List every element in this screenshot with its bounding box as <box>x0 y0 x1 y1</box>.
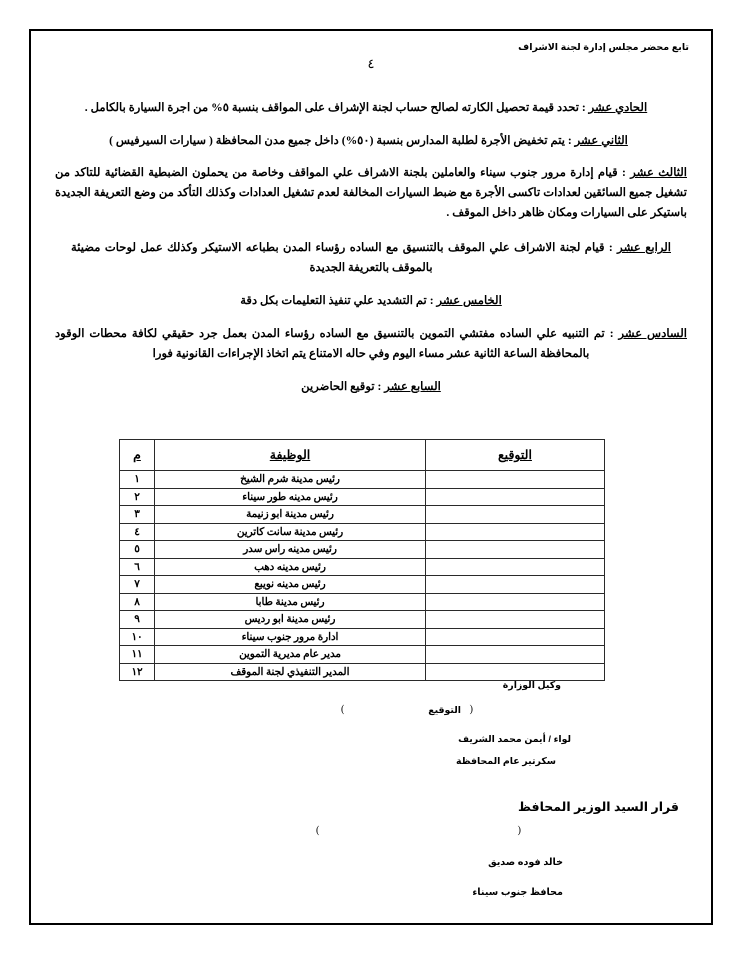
cell-number: ١٠ <box>120 628 155 646</box>
signature-paren-close: ) <box>341 704 345 715</box>
clause-text: تحدد قيمة تحصيل الكارته لصالح حساب لجنة الإشراف على المواقف بنسبة ٥% من اجرة السيارة بالكامل . <box>84 100 579 114</box>
deputy-label: وكيل الوزارة <box>502 679 561 690</box>
clause-ordinal: السادس عشر <box>618 327 687 341</box>
table-row <box>120 523 605 541</box>
decision-paren-close: ) <box>316 825 320 836</box>
cell-job: مدير عام مديرية التموين <box>155 646 426 664</box>
clause-separator: : <box>374 379 385 393</box>
column-header-number: م <box>120 440 155 471</box>
document-header <box>53 42 689 76</box>
cell-job: رئيس مدينه دهب <box>155 558 426 576</box>
clause-text: يتم تخفيض الأجرة لطلبة المدارس بنسبة (٥٠%) داخل جميع مدن المحافظة ( سيارات السيرفيس ) <box>109 133 565 147</box>
clause-separator: : <box>564 133 575 147</box>
clause-separator: : <box>604 241 618 255</box>
cell-signature[interactable] <box>426 488 605 506</box>
document-page-content <box>31 31 711 923</box>
table-row <box>120 488 605 506</box>
table-row <box>120 576 605 594</box>
header-title: تابع محضر مجلس إدارة لجنة الاشراف <box>518 42 689 53</box>
cell-number: ١ <box>120 471 155 489</box>
table-row <box>120 611 605 629</box>
clause-sixteenth <box>51 324 691 364</box>
clause-text: قيام لجنة الاشراف علي الموقف بالتنسيق مع الساده رؤساء المدن بطباعه الاستيكر وكذلك عمل لوحات مضيئة بالموقف بالتعريفة الجديدة <box>71 241 605 275</box>
column-header-job: الوظيفة <box>155 440 426 471</box>
signature-paren-open: ( <box>469 704 473 715</box>
cell-signature[interactable] <box>426 558 605 576</box>
signature-label: التوقيع <box>428 704 461 715</box>
clause-text: توقيع الحاضرين <box>301 379 375 393</box>
decision-paren-open: ( <box>517 825 521 836</box>
cell-number: ٢ <box>120 488 155 506</box>
table-body <box>120 471 605 681</box>
clause-text: تم التنبيه علي الساده مفتشي التموين بالتنسيق مع الساده رؤساء المدن بعمل جرد حقيقي لكافة محطات الوقود بالمحافظة الساعة الثانية عشر مساء اليوم وفي حاله الامتناع يتم اتخاذ الإجراءات القانونية فورا <box>55 327 605 361</box>
clause-ordinal: الحادي عشر <box>588 100 648 114</box>
cell-number: ١١ <box>120 646 155 664</box>
signature-line <box>341 704 576 720</box>
clause-eleventh <box>51 98 691 118</box>
clause-text: قيام إدارة مرور جنوب سيناء والعاملين بلجنة الاشراف علي المواقف وخاصة من يحملون الضبطية القضائية للتاكد من تشغيل جميع السائقين لعدادات تاكسى الأجرة مع ضبط السيارات المخالفة لعدم تشغيل العدادات وكذلك التأكد من وضع التعريفة الجديدة باستيكر على السيارات ومكان ظاهر داخل الموقف . <box>55 166 687 220</box>
cell-signature[interactable] <box>426 628 605 646</box>
governor-name: خالد فوده صديق <box>488 857 563 868</box>
cell-signature[interactable] <box>426 506 605 524</box>
cell-signature[interactable] <box>426 523 605 541</box>
cell-job: رئيس مدينة ابو رديس <box>155 611 426 629</box>
cell-job: رئيس مدينة طابا <box>155 593 426 611</box>
table-row <box>120 628 605 646</box>
table-row <box>120 646 605 664</box>
table-row <box>120 471 605 489</box>
governor-role: محافظ جنوب سيناء <box>472 887 563 898</box>
cell-job: رئيس مدينة سانت كاترين <box>155 523 426 541</box>
cell-job: رئيس مدينه طور سيناء <box>155 488 426 506</box>
cell-job: رئيس مدينة شرم الشيخ <box>155 471 426 489</box>
cell-job: المدير التنفيذي لجنة الموقف <box>155 663 426 681</box>
cell-signature[interactable] <box>426 593 605 611</box>
clause-text: تم التشديد علي تنفيذ التعليمات بكل دقة <box>240 294 427 308</box>
clause-separator: : <box>426 294 437 308</box>
decision-signature-line <box>316 825 521 841</box>
cell-number: ٨ <box>120 593 155 611</box>
table-row <box>120 593 605 611</box>
column-header-signature: التوقيع <box>426 440 605 471</box>
cell-job: رئيس مدينه راس سدر <box>155 541 426 559</box>
clause-fifteenth <box>51 291 691 311</box>
cell-job: ادارة مرور جنوب سيناء <box>155 628 426 646</box>
decision-title: قرار السيد الوزير المحافظ <box>518 800 679 814</box>
cell-number: ١٢ <box>120 663 155 681</box>
cell-number: ٥ <box>120 541 155 559</box>
clause-twelfth <box>51 131 691 151</box>
clause-separator: : <box>578 100 589 114</box>
cell-number: ٤ <box>120 523 155 541</box>
clause-ordinal: الثاني عشر <box>574 133 628 147</box>
table-row <box>120 558 605 576</box>
attendees-table <box>119 439 605 681</box>
cell-signature[interactable] <box>426 611 605 629</box>
cell-job: رئيس مدينة ابو زنيمة <box>155 506 426 524</box>
cell-signature[interactable] <box>426 541 605 559</box>
clause-thirteenth <box>51 163 691 223</box>
table-row <box>120 506 605 524</box>
cell-signature[interactable] <box>426 576 605 594</box>
clause-ordinal: الثالث عشر <box>630 166 687 180</box>
cell-number: ٣ <box>120 506 155 524</box>
clause-fourteenth <box>51 238 691 278</box>
table-row <box>120 541 605 559</box>
cell-number: ٧ <box>120 576 155 594</box>
table-header-row <box>120 440 605 471</box>
cell-signature[interactable] <box>426 663 605 681</box>
clause-ordinal: الخامس عشر <box>436 294 502 308</box>
cell-signature[interactable] <box>426 471 605 489</box>
cell-number: ٩ <box>120 611 155 629</box>
clause-ordinal: السابع عشر <box>384 379 441 393</box>
table-head <box>120 440 605 471</box>
cell-signature[interactable] <box>426 646 605 664</box>
clause-seventeenth <box>51 377 691 397</box>
table-row <box>120 663 605 681</box>
document-page-frame <box>29 29 713 925</box>
page-number: ٤ <box>367 56 375 71</box>
clause-separator: : <box>604 327 619 341</box>
clause-ordinal: الرابع عشر <box>617 241 671 255</box>
deputy-role: سكرتير عام المحافظة <box>456 755 556 766</box>
cell-number: ٦ <box>120 558 155 576</box>
deputy-name: لواء / أيمن محمد الشريف <box>458 733 571 744</box>
clauses-section <box>51 86 691 410</box>
attendees-table-container <box>123 439 605 681</box>
cell-job: رئيس مدينه نويبع <box>155 576 426 594</box>
clause-separator: : <box>617 166 631 180</box>
